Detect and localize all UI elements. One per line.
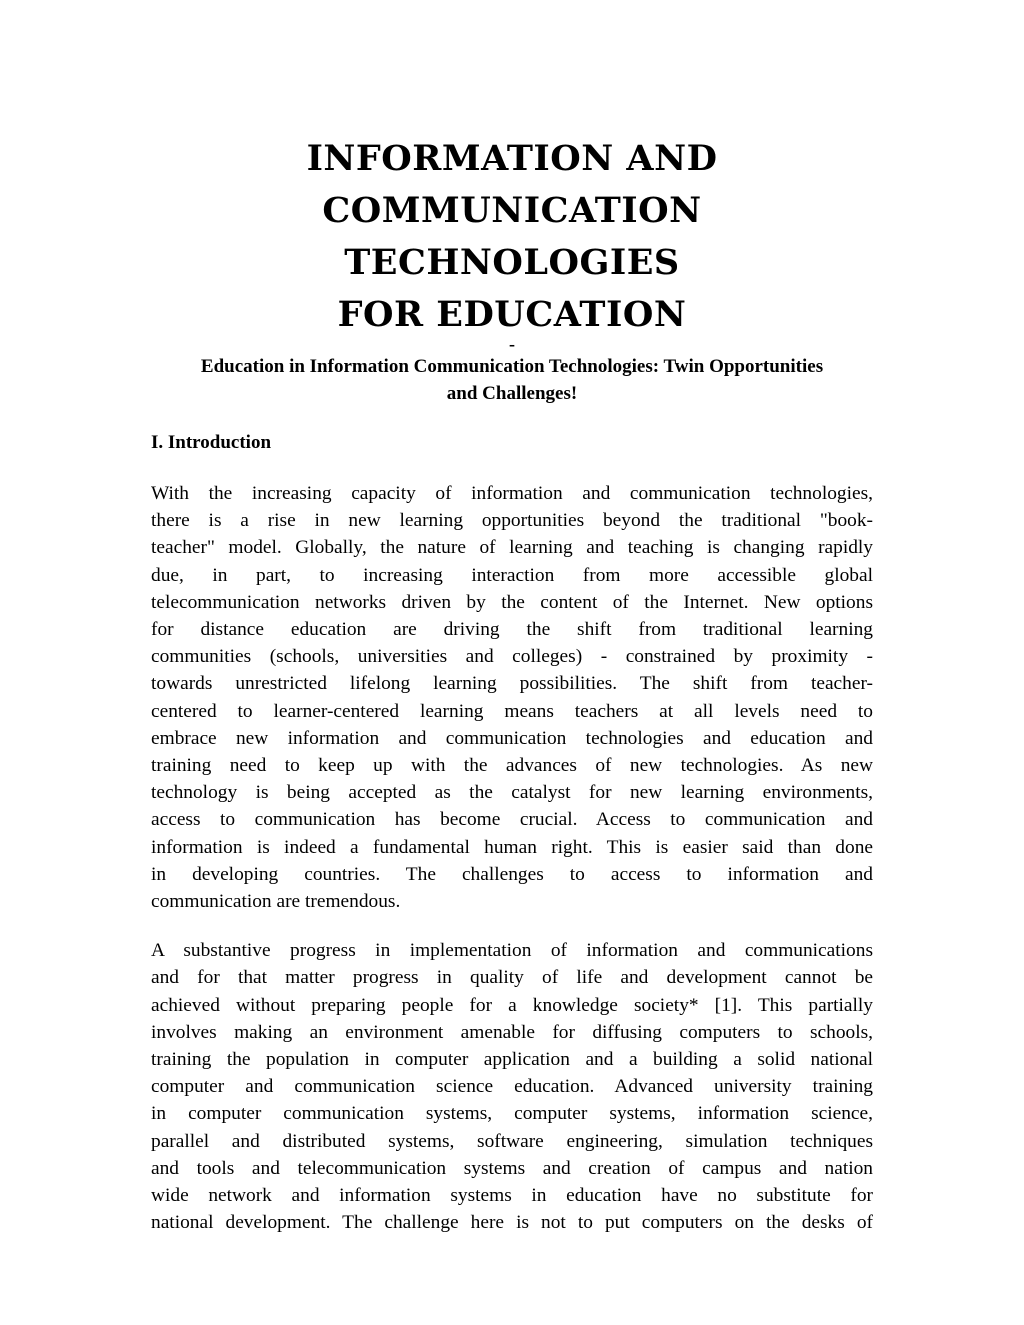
title-separator: - [509,334,515,354]
paragraph-line: there is a rise in new learning opportunities beyond the traditional "book- [151,510,873,532]
paragraph-introduction-2 [151,937,873,1236]
paragraph-line: wide network and information systems in education have no substitute for [151,1185,873,1207]
document-subtitle [151,353,873,407]
paragraph-line: access to communication has become crucial. Access to communication and [151,809,873,831]
paragraph-line: information is indeed a fundamental human right. This is easier said than done [151,836,873,858]
paragraph-line: communication are tremendous. [151,891,401,913]
paragraph-line: due, in part, to increasing interaction from more accessible global [151,564,873,586]
paragraph-line: and tools and telecommunication systems and creation of campus and nation [151,1157,873,1179]
paragraph-line: A substantive progress in implementation of information and communications [151,940,873,962]
title-line: INFORMATION AND [306,138,718,179]
paragraph-line: training need to keep up with the advances of new technologies. As new [151,755,873,777]
paragraph-line: computer and communication science education. Advanced university training [151,1076,873,1098]
document-page [151,133,873,1236]
paragraph-introduction-1 [151,480,873,915]
paragraph-line: training the population in computer application and a building a solid national [151,1049,873,1071]
paragraph-line: involves making an environment amenable for diffusing computers to schools, [151,1021,873,1043]
document-title [151,133,873,341]
paragraph-line: national development. The challenge here is not to put computers on the desks of [151,1212,873,1234]
paragraph-line: and for that matter progress in quality of life and development cannot be [151,967,873,989]
paragraph-line: technology is being accepted as the catalyst for new learning environments, [151,782,873,804]
paragraph-line: parallel and distributed systems, software engineering, simulation techniques [151,1130,873,1152]
subtitle-line: Education in Information Communication Technologies: Twin Opportunities [200,356,824,377]
paragraph-line: telecommunication networks driven by the content of the Internet. New options [151,591,873,613]
paragraph-line: embrace new information and communication technologies and education and [151,727,873,749]
paragraph-line: achieved without preparing people for a knowledge society* [1]. This partially [151,994,873,1016]
paragraph-line: in developing countries. The challenges to access to information and [151,863,873,885]
paragraph-line: With the increasing capacity of information and communication technologies, [151,483,873,504]
paragraph-line: communities (schools, universities and colleges) - constrained by proximity - [151,646,873,668]
section-heading: I. Introduction [151,432,272,453]
paragraph-line: teacher" model. Globally, the nature of learning and teaching is changing rapidly [151,537,873,559]
title-line: FOR EDUCATION [337,294,687,335]
subtitle-line: and Challenges! [446,383,578,404]
paragraph-line: in computer communication systems, computer systems, information science, [151,1103,873,1125]
paragraph-line: for distance education are driving the shift from traditional learning [151,619,873,641]
paragraph-line: centered to learner-centered learning means teachers at all levels need to [151,700,873,722]
paragraph-line: towards unrestricted lifelong learning possibilities. The shift from teacher- [151,673,873,695]
title-line: COMMUNICATION TECHNOLOGIES [322,190,702,283]
